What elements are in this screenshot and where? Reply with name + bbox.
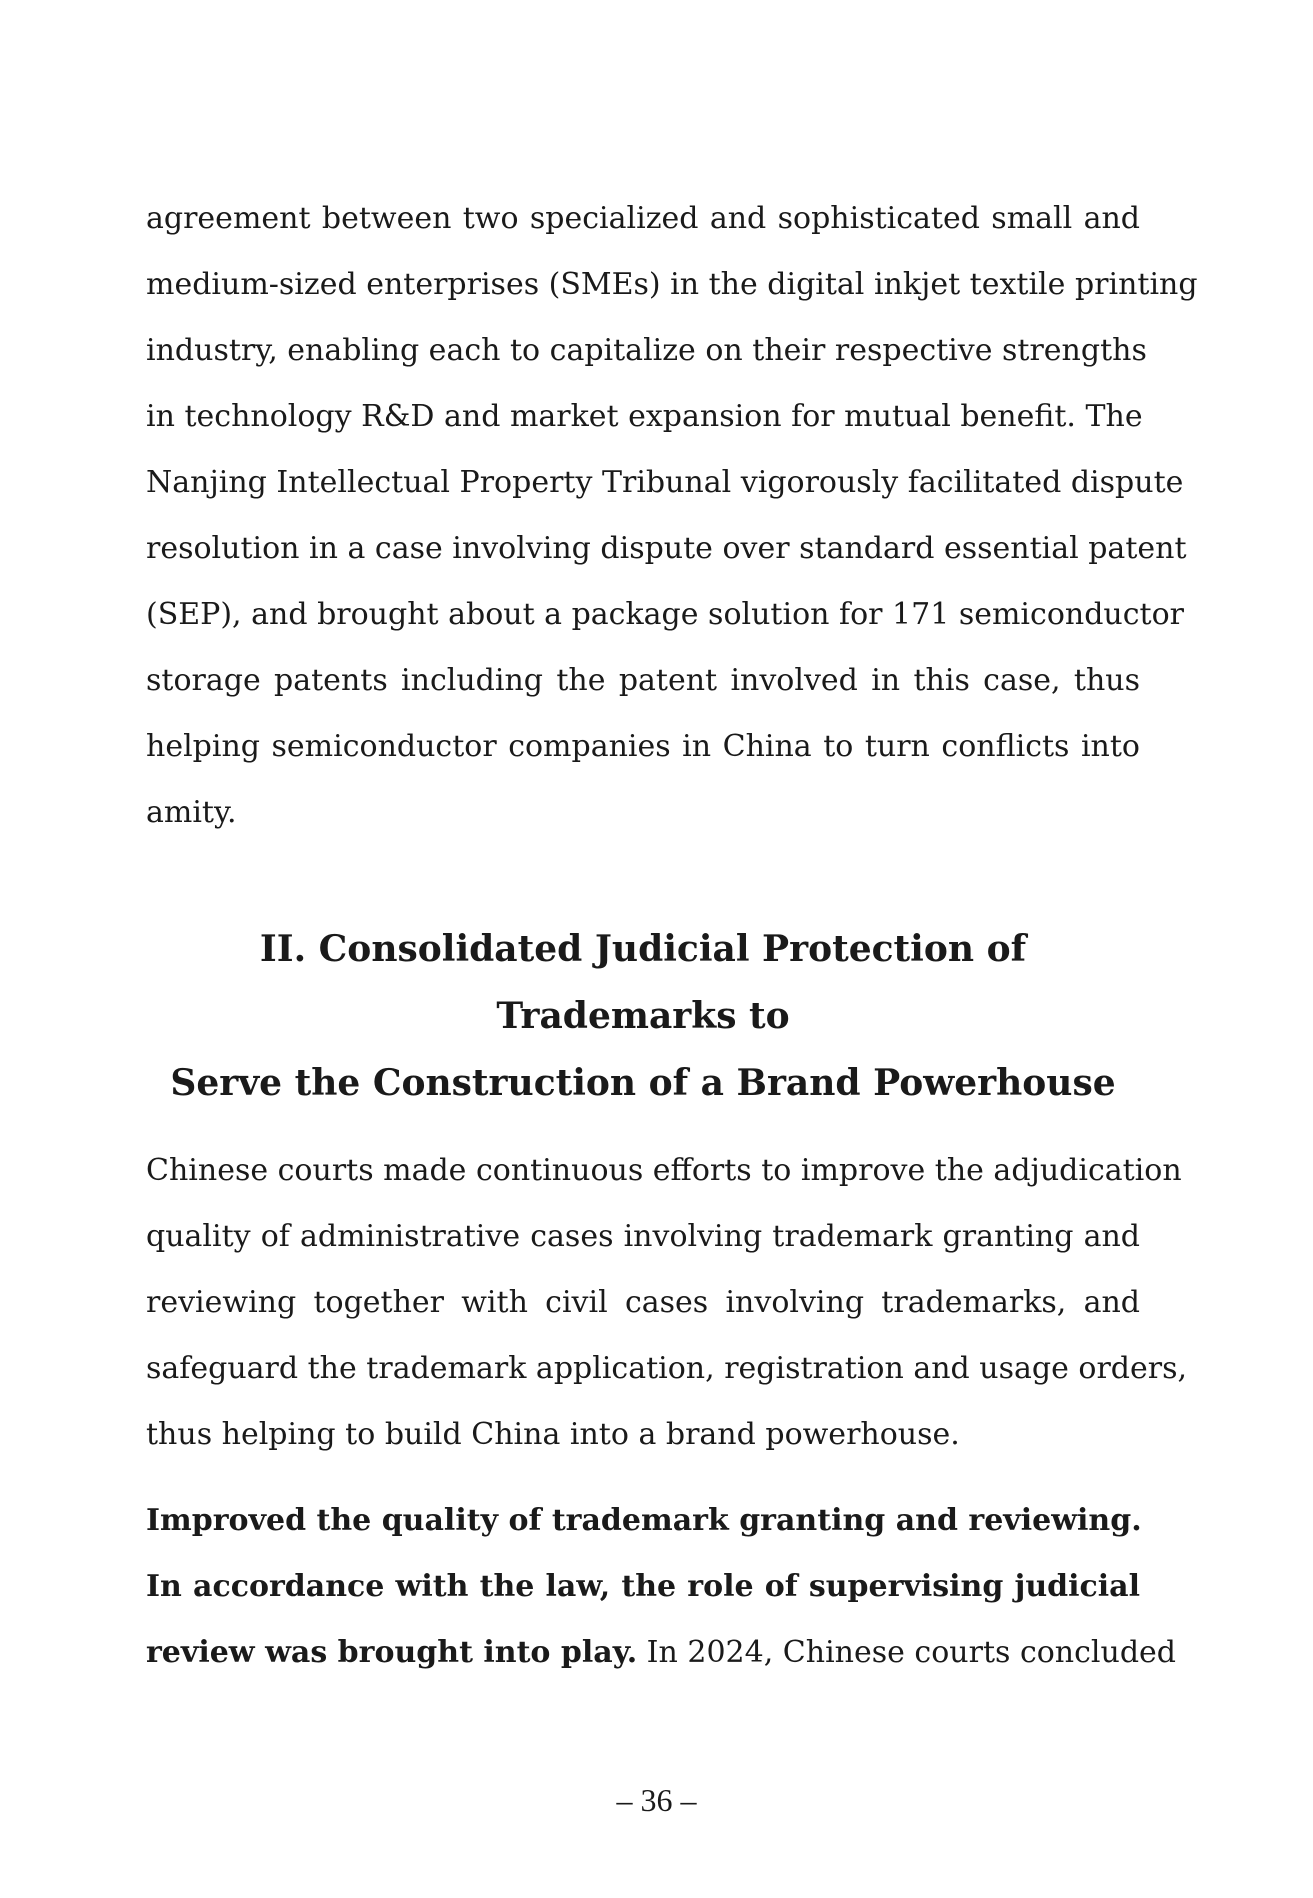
bold-lead-in: review was brought into play. [146,1635,638,1670]
paragraph-line: thus helping to build China into a brand powerhouse. [146,1417,960,1452]
paragraph-line: helping semiconductor companies in China to turn conflicts into [146,729,1140,764]
paragraph-line-bold: In accordance with the law, the role of supervising judicial [146,1569,1140,1604]
paragraph-line-bold: Improved the quality of trademark granting and reviewing. [146,1503,1142,1538]
paragraph-line: medium-sized enterprises (SMEs) in the digital inkjet textile printing [146,267,1198,302]
paragraph-line: (SEP), and brought about a package solution for 171 semiconductor [146,597,1184,632]
paragraph-line-mixed [146,1620,1177,1686]
paragraph-line: Chinese courts made continuous efforts to improve the adjudication [146,1153,1182,1188]
body-paragraph-1 [146,186,1198,846]
body-paragraph-3 [146,1488,1177,1686]
paragraph-line: reviewing together with civil cases involving trademarks, and [146,1285,1140,1320]
section-heading-line-2: Serve the Construction of a Brand Powerhouse [170,1062,1116,1104]
paragraph-line: agreement between two specialized and sophisticated small and [146,201,1140,236]
section-heading-line-1: II. Consolidated Judicial Protection of Trademarks to [259,928,1027,1037]
paragraph-line: quality of administrative cases involving trademark granting and [146,1219,1140,1254]
paragraph-line: safeguard the trademark application, registration and usage orders, [146,1351,1188,1386]
body-paragraph-2 [146,1138,1188,1468]
regular-continuation: In 2024, Chinese courts concluded [637,1635,1177,1670]
paragraph-line: amity. [146,795,237,830]
paragraph-line: industry, enabling each to capitalize on their respective strengths [146,333,1147,368]
paragraph-line: storage patents including the patent involved in this case, thus [146,663,1140,698]
paragraph-line: Nanjing Intellectual Property Tribunal vigorously facilitated dispute [146,465,1184,500]
paragraph-line: in technology R&D and market expansion for mutual benefit. The [146,399,1143,434]
section-heading [146,916,1140,1117]
page-number: – 36 – [616,1782,697,1818]
paragraph-line: resolution in a case involving dispute over standard essential patent [146,531,1187,566]
